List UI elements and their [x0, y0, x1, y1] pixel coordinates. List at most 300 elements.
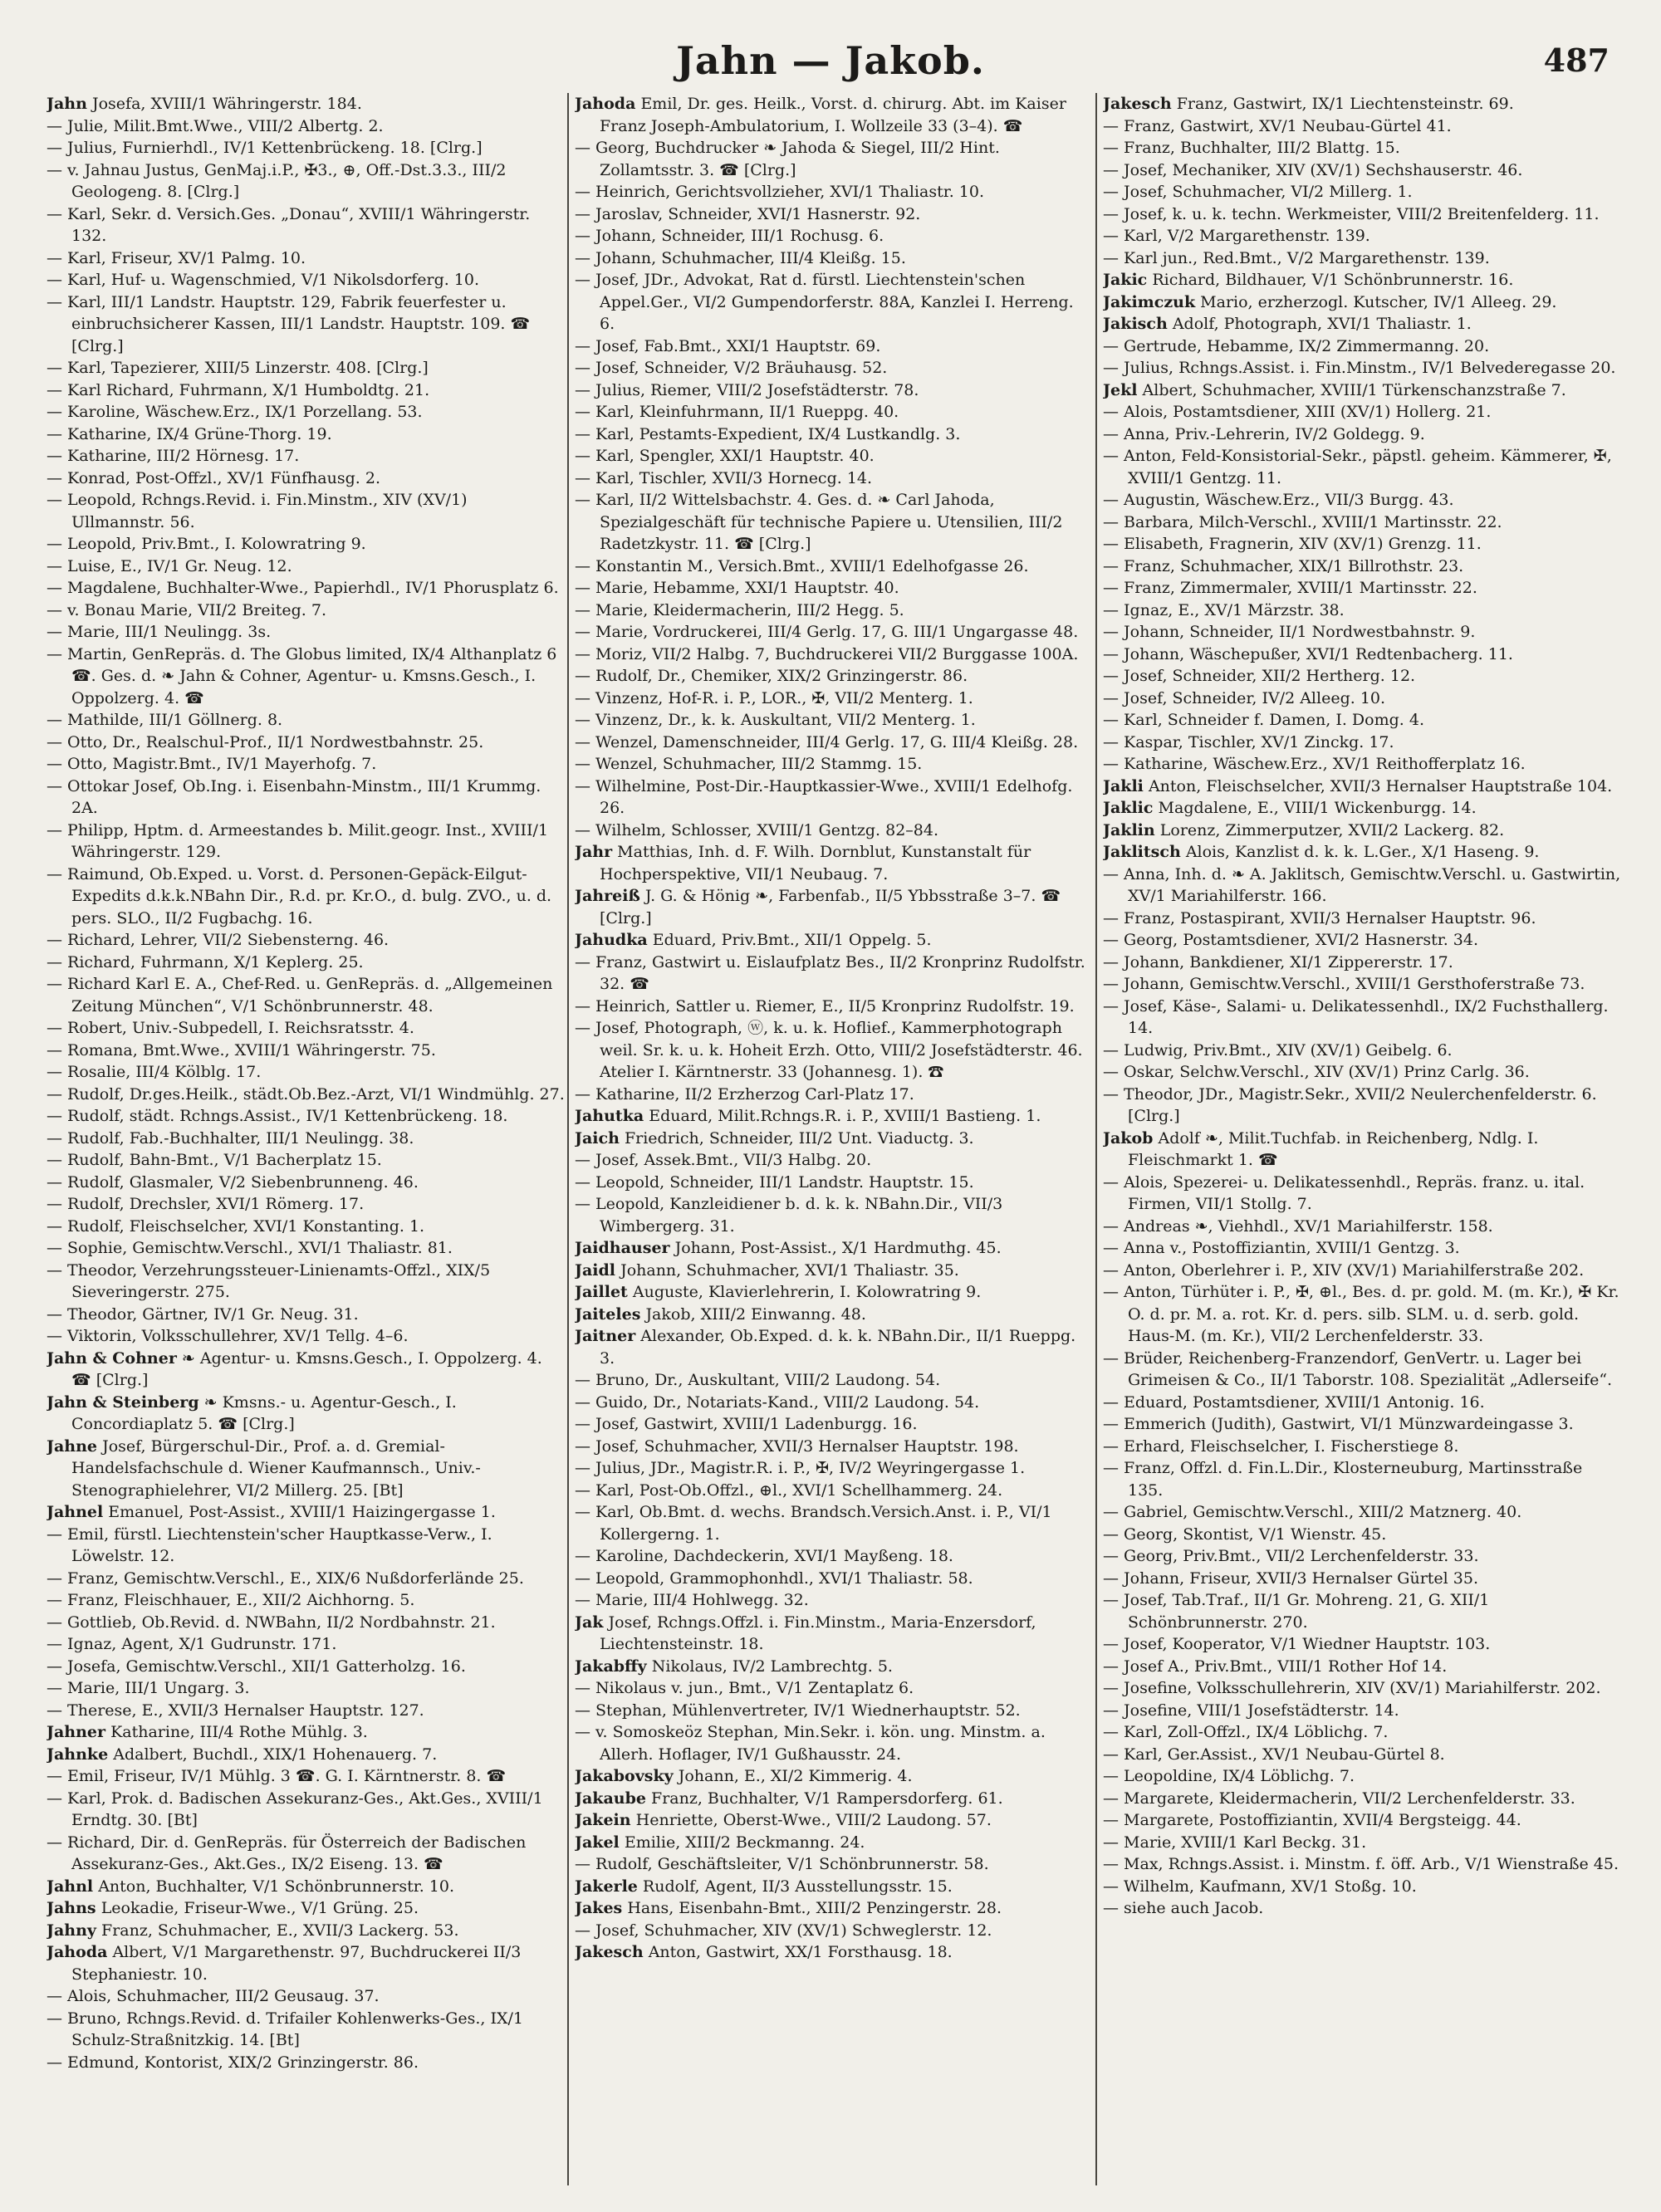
entry-text: — Georg, Priv.Bmt., VII/2 Lerchenfelderstr. 33.	[1103, 1547, 1479, 1565]
entry-text: Johann, Schuhmacher, XVI/1 Thaliastr. 35.	[620, 1260, 959, 1280]
entry-text: — Richard, Lehrer, VII/2 Siebensterng. 46.	[47, 931, 390, 949]
directory-entry	[47, 1788, 565, 1832]
entry-text: — Johann, Schneider, III/1 Rochusg. 6.	[575, 227, 884, 245]
entry-text: — Anna, Priv.-Lehrerin, IV/2 Goldegg. 9.	[1103, 424, 1425, 443]
entry-text: Emilie, XIII/2 Beckmanng. 24.	[624, 1833, 865, 1852]
entry-text: — Josef A., Priv.Bmt., VIII/1 Rother Hof 14.	[1103, 1657, 1448, 1676]
directory-entry	[1103, 1457, 1621, 1501]
entry-text: — Otto, Dr., Realschul-Prof., II/1 Nordwestbahnstr. 25.	[47, 732, 484, 751]
entry-text: Franz, Schuhmacher, E., XVII/3 Lackerg. 53.	[101, 1921, 459, 1940]
directory-entry	[47, 1017, 565, 1040]
entry-surname: Jahny	[47, 1921, 96, 1940]
entry-text: — Josef, Schneider, IV/2 Alleeg. 10.	[1103, 688, 1386, 707]
directory-entry	[1103, 181, 1621, 203]
directory-entry	[47, 1105, 565, 1128]
entry-surname: Jakesch	[1103, 95, 1172, 113]
entry-text: — Sophie, Gemischtw.Verschl., XVI/1 Thaliastr. 81.	[47, 1239, 453, 1257]
entry-text: Anton, Gastwirt, XX/1 Forsthausg. 18.	[648, 1943, 953, 1961]
directory-entry	[47, 1677, 565, 1700]
directory-entry	[575, 1853, 1093, 1876]
directory-entry	[1103, 489, 1621, 511]
directory-entry	[47, 1149, 565, 1172]
directory-entry	[575, 929, 1093, 952]
entry-text: — Josef, Schuhmacher, VI/2 Millerg. 1.	[1103, 183, 1413, 201]
directory-entry	[1103, 797, 1621, 820]
entry-text: — Katharine, IX/4 Grüne-Thorg. 19.	[47, 424, 332, 443]
entry-surname: Jahne	[47, 1436, 98, 1456]
directory-entry	[575, 467, 1093, 490]
entry-text: Magdalene, E., VIII/1 Wickenburgg. 14.	[1158, 799, 1477, 817]
directory-entry	[575, 952, 1093, 996]
entry-text: Albert, Schuhmacher, XVIII/1 Türkenschanzstraße 7.	[1142, 380, 1566, 399]
entry-surname: Jakisch	[1103, 315, 1168, 333]
directory-entry	[1103, 1216, 1621, 1238]
directory-entry	[1103, 776, 1621, 798]
directory-entry	[1103, 1061, 1621, 1084]
directory-entry	[575, 1193, 1093, 1237]
directory-entry	[1103, 996, 1621, 1040]
entry-text: — Johann, Gemischtw.Verschl., XVIII/1 Gersthoferstraße 73.	[1103, 975, 1585, 993]
directory-entry	[1103, 1084, 1621, 1128]
entry-text: Alois, Kanzlist d. k. k. L.Ger., X/1 Haseng. 9.	[1185, 843, 1540, 861]
directory-entry	[575, 489, 1093, 555]
directory-entry	[47, 952, 565, 974]
entry-text: — v. Jahnau Justus, GenMaj.i.P., ✠3., ⊕, Off.-Dst.3.3., III/2 Geologeng. 8. [Clrg.]	[47, 160, 507, 201]
entry-text: — Karl, Spengler, XXI/1 Hauptstr. 40.	[575, 447, 875, 465]
entry-text: Josef, Bürgerschul-Dir., Prof. a. d. Gremial-Handelsfachschule d. Wiener Kaufmannsch., Univ.-Stenographielehrer, VI/2 Millerg. 25. [Bt]	[71, 1436, 481, 1500]
entry-text: — Marie, XVIII/1 Karl Beckg. 31.	[1103, 1833, 1367, 1852]
entry-text: Mario, erzherzogl. Kutscher, IV/1 Alleeg. 29.	[1200, 292, 1557, 311]
entry-text: — Julius, Furnierhdl., IV/1 Kettenbrückeng. 18. [Clrg.]	[47, 139, 483, 157]
entry-text: — Luise, E., IV/1 Gr. Neug. 12.	[47, 556, 292, 575]
directory-entry	[1103, 93, 1621, 115]
entry-text: — Ottokar Josef, Ob.Ing. i. Eisenbahn-Minstm., III/1 Krummg. 2A.	[47, 776, 541, 817]
directory-entry	[1103, 1524, 1621, 1546]
entry-text: — Leopold, Priv.Bmt., I. Kolowratring 9.	[47, 535, 366, 553]
entry-surname: Jaklic	[1103, 799, 1154, 817]
directory-columns	[47, 93, 1624, 2185]
entry-text: — Franz, Schuhmacher, XIX/1 Billrothstr. 23.	[1103, 556, 1464, 575]
entry-text: — Rudolf, Dr.ges.Heilk., städt.Ob.Bez.-Arzt, VI/1 Windmühlg. 27.	[47, 1084, 565, 1104]
entry-text: — Rudolf, städt. Rchngs.Assist., IV/1 Kettenbrückeng. 18.	[47, 1107, 508, 1125]
entry-text: — Anton, Oberlehrer i. P., XIV (XV/1) Mariahilferstraße 202.	[1103, 1260, 1585, 1280]
directory-entry	[47, 1436, 565, 1502]
directory-entry	[47, 1612, 565, 1634]
directory-entry	[1103, 401, 1621, 423]
directory-entry	[47, 137, 565, 159]
entry-text: Adolf, Photograph, XVI/1 Thaliastr. 1.	[1172, 315, 1472, 333]
entry-text: — Marie, Hebamme, XXI/1 Hauptstr. 40.	[575, 579, 899, 597]
directory-entry	[1103, 1128, 1621, 1172]
directory-entry	[47, 1589, 565, 1612]
entry-text: Nikolaus, IV/2 Lambrechtg. 5.	[651, 1657, 893, 1676]
entry-text: Leokadie, Friseur-Wwe., V/1 Grüng. 25.	[100, 1899, 419, 1917]
entry-text: — Oskar, Selchw.Verschl., XIV (XV/1) Prinz Carlg. 36.	[1103, 1063, 1530, 1081]
directory-entry	[1103, 555, 1621, 578]
entry-text: — Theodor, JDr., Magistr.Sekr., XVII/2 Neulerchenfelderstr. 6. [Clrg.]	[1103, 1084, 1597, 1125]
directory-entry	[1103, 1436, 1621, 1458]
directory-entry	[47, 621, 565, 644]
entry-text: — Philipp, Hptm. d. Armeestandes b. Milit.geogr. Inst., XVIII/1 Währingerstr. 129.	[47, 820, 549, 861]
directory-entry	[575, 732, 1093, 754]
directory-entry	[575, 379, 1093, 402]
directory-entry	[1103, 1281, 1621, 1348]
directory-entry	[47, 1084, 565, 1106]
entry-text: Johann, Post-Assist., X/1 Hardmuthg. 45.	[674, 1239, 1002, 1257]
directory-entry	[575, 93, 1093, 137]
entry-text: — Josef, k. u. k. techn. Werkmeister, VIII/2 Breitenfelderg. 11.	[1103, 204, 1600, 223]
entry-text: — Karl, III/1 Landstr. Hauptstr. 129, Fabrik feuerfester u. einbruchsicherer Kassen, III/1 Landstr. Hauptstr. 109. ☎ [Clrg.]	[47, 292, 531, 355]
entry-surname: Jaitner	[575, 1327, 636, 1345]
directory-entry	[1103, 1589, 1621, 1633]
directory-entry	[1103, 665, 1621, 688]
directory-entry	[1103, 1832, 1621, 1854]
entry-text: Auguste, Klavierlehrerin, I. Kolowratring 9.	[632, 1283, 982, 1301]
entry-text: — Anton, Feld-Konsistorial-Sekr., päpstl. geheim. Kämmerer, ✠, XVIII/1 Gentzg. 11.	[1103, 447, 1612, 487]
directory-entry	[575, 1017, 1093, 1084]
directory-entry	[1103, 1876, 1621, 1898]
entry-text: — Josef, Schneider, V/2 Bräuhausg. 52.	[575, 359, 888, 377]
directory-entry	[1103, 137, 1621, 159]
entry-text: — Martin, GenRepräs. d. The Globus limited, IX/4 Althanplatz 6 ☎. Ges. d. ❧ Jahn & Cohner, Agentur- u. Kmsns.Gesch., I. Oppolzerg. 4. ☎	[47, 644, 557, 707]
entry-text: Rudolf, Agent, II/3 Ausstellungsstr. 15.	[642, 1877, 953, 1896]
entry-text: — Josef, Assek.Bmt., VII/3 Halbg. 20.	[575, 1151, 872, 1169]
directory-entry	[575, 203, 1093, 226]
directory-entry	[47, 1172, 565, 1194]
directory-entry	[575, 423, 1093, 446]
entry-surname: Jahutka	[575, 1107, 644, 1125]
entry-text: Lorenz, Zimmerputzer, XVII/2 Lackerg. 82.	[1159, 820, 1505, 839]
directory-entry	[575, 1084, 1093, 1106]
entry-text: — Johann, Wäschepußer, XVI/1 Redtenbacherg. 11.	[1103, 644, 1513, 663]
entry-text: — Johann, Schneider, II/1 Nordwestbahnstr. 9.	[1103, 623, 1476, 641]
entry-text: — Elisabeth, Fragnerin, XIV (XV/1) Grenzg. 11.	[1103, 535, 1482, 553]
entry-text: — Ignaz, Agent, X/1 Gudrunstr. 171.	[47, 1635, 337, 1653]
entry-text: Adalbert, Buchdl., XIX/1 Hohenauerg. 7.	[113, 1745, 438, 1764]
entry-text: — Vinzenz, Dr., k. k. Auskultant, VII/2 Menterg. 1.	[575, 711, 976, 729]
entry-text: — Marie, Kleidermacherin, III/2 Hegg. 5.	[575, 600, 904, 619]
directory-entry	[47, 533, 565, 555]
entry-surname: Jahn & Steinberg	[47, 1392, 199, 1412]
directory-entry	[47, 115, 565, 138]
directory-entry	[47, 1216, 565, 1238]
directory-entry	[47, 1501, 565, 1524]
directory-entry	[1103, 732, 1621, 754]
entry-text: — Theodor, Verzehrungssteuer-Linienamts-Offzl., XIX/5 Sieveringerstr. 275.	[47, 1260, 491, 1301]
directory-entry	[575, 776, 1093, 820]
entry-text: — Emil, Friseur, IV/1 Mühlg. 3 ☎. G. I. Kärntnerstr. 8. ☎	[47, 1767, 507, 1785]
entry-text: — Karl, Post-Ob.Offzl., ⊕l., XVI/1 Schellhammerg. 24.	[575, 1480, 1003, 1500]
directory-entry	[575, 1304, 1093, 1326]
entry-text: ❧ Agentur- u. Kmsns.Gesch., I. Oppolzerg. 4. ☎ [Clrg.]	[71, 1348, 542, 1389]
entry-text: — Josef, Mechaniker, XIV (XV/1) Sechshauserstr. 46.	[1103, 160, 1523, 179]
entry-surname: Jahr	[575, 843, 613, 861]
entry-text: — Franz, Gastwirt u. Eislaufplatz Bes., II/2 Kronprinz Rudolfstr. 32. ☎	[575, 952, 1085, 993]
directory-entry	[1103, 621, 1621, 644]
directory-entry	[1103, 599, 1621, 622]
entry-text: — Edmund, Kontorist, XIX/2 Grinzingerstr. 86.	[47, 2053, 419, 2072]
directory-entry	[1103, 688, 1621, 710]
entry-text: — Karl, Tischler, XVII/3 Hornecg. 14.	[575, 468, 873, 487]
entry-surname: Jakein	[575, 1811, 631, 1829]
directory-entry	[47, 776, 565, 820]
directory-entry	[1103, 511, 1621, 534]
directory-entry	[1103, 753, 1621, 776]
entry-text: Eduard, Priv.Bmt., XII/1 Oppelg. 5.	[652, 931, 932, 949]
entry-surname: Jaiteles	[575, 1304, 641, 1324]
directory-entry	[1103, 445, 1621, 489]
entry-text: — Alois, Spezerei- u. Delikatessenhdl., Repräs. franz. u. ital. Firmen, VII/1 Stollg. 7.	[1103, 1172, 1585, 1213]
directory-entry	[575, 709, 1093, 732]
entry-text: — Margarete, Kleidermacherin, VII/2 Lerchenfelderstr. 33.	[1103, 1789, 1575, 1808]
directory-entry	[575, 1941, 1093, 1964]
entry-text: — Gottlieb, Ob.Revid. d. NWBahn, II/2 Nordbahnstr. 21.	[47, 1613, 496, 1632]
entry-text: — Karl, Tapezierer, XIII/5 Linzerstr. 408. [Clrg.]	[47, 359, 429, 377]
entry-text: — Moriz, VII/2 Halbg. 7, Buchdruckerei VII/2 Burggasse 100A.	[575, 644, 1079, 663]
directory-entry	[575, 1589, 1093, 1612]
entry-text: — Ludwig, Priv.Bmt., XIV (XV/1) Geibelg. 6.	[1103, 1040, 1453, 1060]
directory-entry	[575, 1436, 1093, 1458]
entry-text: — Konrad, Post-Offzl., XV/1 Fünfhausg. 2.	[47, 468, 380, 487]
directory-entry	[575, 1369, 1093, 1392]
entry-text: — Franz, Buchhalter, III/2 Blattg. 15.	[1103, 139, 1400, 157]
entry-text: — Karl, II/2 Wittelsbachstr. 4. Ges. d. ❧ Carl Jahoda, Spezialgeschäft für technische Papiere u. Utensilien, III/2 Radetzkystr. 11. ☎ [Clrg.]	[575, 491, 1063, 553]
entry-text: — Julie, Milit.Bmt.Wwe., VIII/2 Albertg. 2.	[47, 116, 384, 135]
entry-text: — Guido, Dr., Notariats-Kand., VIII/2 Laudong. 54.	[575, 1392, 980, 1412]
entry-text: — Andreas ❧, Viehhdl., XV/1 Mariahilferstr. 158.	[1103, 1216, 1493, 1236]
entry-text: — Julius, JDr., Magistr.R. i. P., ✠, IV/2 Weyringergasse 1.	[575, 1459, 1026, 1477]
entry-text: — Marie, Vordruckerei, III/4 Gerlg. 17, G. III/1 Ungargasse 48.	[575, 623, 1079, 641]
entry-text: — Therese, E., XVII/3 Hernalser Hauptstr. 127.	[47, 1701, 424, 1720]
entry-surname: Jahoda	[47, 1943, 108, 1961]
directory-entry	[1103, 1765, 1621, 1788]
entry-text: Albert, V/1 Margarethenstr. 97, Buchdruckerei II/3 Stephaniestr. 10.	[71, 1943, 522, 1984]
directory-entry	[1103, 577, 1621, 599]
directory-entry	[47, 247, 565, 270]
directory-entry	[575, 1612, 1093, 1656]
directory-entry	[47, 644, 565, 710]
directory-entry	[47, 291, 565, 358]
directory-entry	[1103, 1413, 1621, 1436]
entry-surname: Jakes	[575, 1899, 623, 1917]
directory-entry	[575, 644, 1093, 666]
directory-entry	[575, 1128, 1093, 1150]
directory-entry	[575, 1260, 1093, 1282]
entry-text: — Josef, Tab.Traf., II/1 Gr. Mohreng. 21, G. XII/1 Schönbrunnerstr. 270.	[1103, 1591, 1490, 1632]
column-3	[1103, 93, 1621, 2185]
entry-text: — Karl, Ob.Bmt. d. wechs. Brandsch.Versich.Anst. i. P., VI/1 Kollergerng. 1.	[575, 1503, 1052, 1544]
entry-text: — siehe auch Jacob.	[1103, 1899, 1264, 1917]
entry-text: — Anton, Türhüter i. P., ✠, ⊕l., Bes. d. pr. gold. M. (m. Kr.), ✠ Kr. O. d. pr. M. a. rot. Kr. d. pers. silb. SLM. u. d. serb. gold. Haus-M. (m. Kr.), VII/2 Lerchenfelderstr. 33.	[1103, 1283, 1619, 1345]
entry-text: — Marie, III/1 Neulingg. 3s.	[47, 623, 272, 641]
entry-surname: Jakic	[1103, 271, 1148, 289]
entry-text: Emil, Dr. ges. Heilk., Vorst. d. chirurg. Abt. im Kaiser Franz Joseph-Ambulatorium, I. Wollzeile 33 (3–4). ☎	[600, 95, 1066, 135]
entry-text: — Margarete, Postoffiziantin, XVII/4 Bergsteigg. 44.	[1103, 1811, 1521, 1829]
directory-entry	[47, 1237, 565, 1260]
directory-entry	[47, 1876, 565, 1898]
directory-entry	[47, 445, 565, 467]
entry-text: — Karl, Sekr. d. Versich.Ges. „Donau“, XVIII/1 Währingerstr. 132.	[47, 204, 531, 245]
entry-surname: Jahoda	[575, 95, 636, 113]
entry-surname: Jahnl	[47, 1877, 94, 1896]
entry-text: — Barbara, Milch-Verschl., XVIII/1 Martinsstr. 22.	[1103, 512, 1502, 531]
directory-entry	[47, 1633, 565, 1656]
directory-entry	[575, 357, 1093, 379]
entry-text: — Josef, Kooperator, V/1 Wiedner Hauptstr. 103.	[1103, 1635, 1491, 1653]
entry-text: — Alois, Postamtsdiener, XIII (XV/1) Hollerg. 21.	[1103, 403, 1492, 421]
directory-entry	[1103, 1788, 1621, 1810]
directory-entry	[47, 973, 565, 1017]
column-divider	[567, 93, 569, 2185]
entry-text: — Leopoldine, IX/4 Löblichg. 7.	[1103, 1767, 1355, 1785]
directory-entry	[575, 820, 1093, 842]
directory-entry	[1103, 973, 1621, 996]
directory-entry	[1103, 1237, 1621, 1260]
directory-entry	[47, 1832, 565, 1876]
directory-entry	[575, 1105, 1093, 1128]
directory-entry	[1103, 841, 1621, 864]
directory-entry	[575, 1545, 1093, 1568]
directory-entry	[575, 1457, 1093, 1480]
column-divider	[1095, 93, 1097, 2185]
entry-text: — Bruno, Dr., Auskultant, VIII/2 Laudong. 54.	[575, 1371, 941, 1389]
directory-entry	[1103, 1853, 1621, 1876]
entry-text: Jakob, XIII/2 Einwanng. 48.	[645, 1304, 866, 1324]
directory-entry	[1103, 1392, 1621, 1414]
entry-text: — Karl, Friseur, XV/1 Palmg. 10.	[47, 248, 306, 267]
entry-text: Anton, Buchhalter, V/1 Schönbrunnerstr. 10.	[98, 1877, 455, 1896]
entry-text: — Augustin, Wäschew.Erz., VII/3 Burgg. 43.	[1103, 491, 1454, 509]
column-2	[575, 93, 1093, 2185]
entry-text: — Josef, JDr., Advokat, Rat d. fürstl. Liechtenstein'schen Appel.Ger., VI/2 Gumpendorferstr. 88A, Kanzlei I. Herreng. 6.	[575, 271, 1074, 333]
directory-entry	[575, 1325, 1093, 1369]
entry-surname: Jaklin	[1103, 820, 1155, 839]
directory-entry	[575, 269, 1093, 335]
directory-entry	[575, 1832, 1093, 1854]
entry-text: — Ignaz, E., XV/1 Märzstr. 38.	[1103, 600, 1345, 619]
directory-entry	[1103, 929, 1621, 952]
directory-entry	[47, 577, 565, 599]
directory-entry	[1103, 203, 1621, 226]
entry-text: — Otto, Magistr.Bmt., IV/1 Mayerhofg. 7.	[47, 755, 377, 773]
entry-text: — Johann, Schuhmacher, III/4 Kleißg. 15.	[575, 248, 906, 267]
entry-text: — v. Bonau Marie, VII/2 Breiteg. 7.	[47, 600, 326, 619]
entry-text: — Eduard, Postamtsdiener, XVIII/1 Antonig. 16.	[1103, 1392, 1485, 1412]
directory-entry	[575, 137, 1093, 181]
entry-text: — Nikolaus v. jun., Bmt., V/1 Zentaplatz 6.	[575, 1679, 914, 1697]
entry-text: — Josefine, Volksschullehrerin, XIV (XV/1) Mariahilferstr. 202.	[1103, 1679, 1601, 1697]
directory-entry	[47, 864, 565, 930]
directory-entry	[1103, 864, 1621, 908]
entry-text: — Josef, Gastwirt, XVIII/1 Ladenburgg. 16.	[575, 1415, 918, 1433]
entry-text: Hans, Eisenbahn-Bmt., XIII/2 Penzingerstr. 28.	[627, 1899, 1002, 1917]
directory-entry	[47, 820, 565, 864]
entry-text: — Leopold, Schneider, III/1 Landstr. Hauptstr. 15.	[575, 1172, 974, 1192]
entry-text: — Emmerich (Judith), Gastwirt, VI/1 Münzwardeingasse 3.	[1103, 1415, 1574, 1433]
entry-text: Josefa, XVIII/1 Währingerstr. 184.	[91, 95, 362, 113]
entry-text: — Karl, Zoll-Offzl., IX/4 Löblichg. 7.	[1103, 1723, 1389, 1741]
entry-text: — Julius, Rchngs.Assist. i. Fin.Minstm., IV/1 Belvederegasse 20.	[1103, 359, 1616, 377]
entry-text: — Katharine, Wäschew.Erz., XV/1 Reithofferplatz 16.	[1103, 755, 1526, 773]
directory-entry	[1103, 1501, 1621, 1524]
directory-entry	[1103, 357, 1621, 379]
directory-entry	[47, 93, 565, 115]
directory-entry	[1103, 1721, 1621, 1744]
directory-entry	[47, 1128, 565, 1150]
directory-entry	[47, 1568, 565, 1590]
directory-entry	[1103, 908, 1621, 930]
entry-surname: Jakaube	[575, 1789, 646, 1808]
entry-text: — Romana, Bmt.Wwe., XVIII/1 Währingerstr. 75.	[47, 1040, 436, 1060]
running-head: Jahn — Jakob.	[676, 38, 985, 83]
directory-entry	[575, 841, 1093, 885]
entry-surname: Jaklitsch	[1103, 843, 1181, 861]
entry-surname: Jahnke	[47, 1745, 109, 1764]
directory-entry	[47, 203, 565, 247]
entry-text: — Rudolf, Bahn-Bmt., V/1 Bacherplatz 15.	[47, 1151, 382, 1169]
directory-entry	[575, 621, 1093, 644]
entry-text: — Konstantin M., Versich.Bmt., XVIII/1 Edelhofgasse 26.	[575, 556, 1029, 575]
directory-entry	[47, 1524, 565, 1568]
directory-entry	[1103, 269, 1621, 291]
directory-entry	[1103, 952, 1621, 974]
entry-text: — Richard, Fuhrmann, X/1 Keplerg. 25.	[47, 952, 364, 971]
entry-text: — Rudolf, Geschäftsleiter, V/1 Schönbrunnerstr. 58.	[575, 1855, 989, 1873]
entry-text: J. G. & Hönig ❧, Farbenfab., II/5 Ybbsstraße 3–7. ☎ [Clrg.]	[600, 887, 1061, 927]
entry-text: — Karoline, Wäschew.Erz., IX/1 Porzellang. 53.	[47, 403, 423, 421]
directory-entry	[47, 929, 565, 952]
entry-text: Friedrich, Schneider, III/2 Unt. Viaductg. 3.	[624, 1128, 974, 1148]
entry-surname: Jakel	[575, 1833, 620, 1852]
directory-entry	[575, 996, 1093, 1018]
directory-entry	[47, 599, 565, 622]
column-1	[47, 93, 565, 2185]
directory-entry	[575, 753, 1093, 776]
directory-entry	[47, 1348, 565, 1392]
entry-text: — Marie, III/1 Ungarg. 3.	[47, 1679, 250, 1697]
entry-text: — Wenzel, Damenschneider, III/4 Gerlg. 17, G. III/4 Kleißg. 28.	[575, 732, 1079, 751]
entry-text: — Anna, Inh. d. ❧ A. Jaklitsch, Gemischtw.Verschl. u. Gastwirtin, XV/1 Mariahilferstr. 166.	[1103, 864, 1621, 905]
entry-surname: Jekl	[1103, 380, 1138, 399]
directory-entry	[575, 1677, 1093, 1700]
directory-entry	[1103, 1348, 1621, 1392]
directory-entry	[575, 1700, 1093, 1722]
entry-text: Henriette, Oberst-Wwe., VIII/2 Laudong. 57.	[635, 1811, 992, 1829]
entry-text: — Theodor, Gärtner, IV/1 Gr. Neug. 31.	[47, 1304, 359, 1324]
entry-text: — Jaroslav, Schneider, XVI/1 Hasnerstr. 92.	[575, 204, 921, 223]
entry-text: — Wilhelm, Schlosser, XVIII/1 Gentzg. 82–84.	[575, 820, 939, 839]
entry-surname: Jakabffy	[575, 1657, 647, 1676]
directory-entry	[47, 2052, 565, 2074]
entry-text: — Georg, Skontist, V/1 Wienstr. 45.	[1103, 1524, 1387, 1544]
directory-entry	[47, 1325, 565, 1348]
directory-entry	[47, 1656, 565, 1678]
entry-text: — Karl Richard, Fuhrmann, X/1 Humboldtg. 21.	[47, 380, 430, 399]
entry-text: Emanuel, Post-Assist., XVIII/1 Haizingergasse 1.	[108, 1503, 496, 1521]
entry-text: — Erhard, Fleischselcher, I. Fischerstiege 8.	[1103, 1436, 1459, 1456]
directory-entry	[575, 665, 1093, 688]
directory-entry	[47, 1260, 565, 1304]
directory-entry	[1103, 644, 1621, 666]
entry-text: Franz, Gastwirt, IX/1 Liechtensteinstr. 69.	[1176, 95, 1514, 113]
entry-text: — Rudolf, Fab.-Buchhalter, III/1 Neulingg. 38.	[47, 1128, 414, 1148]
directory-entry	[575, 577, 1093, 599]
entry-text: Franz, Buchhalter, V/1 Rampersdorferg. 61.	[651, 1789, 1003, 1808]
entry-text: — Johann, Friseur, XVII/3 Hernalser Gürtel 35.	[1103, 1568, 1479, 1588]
directory-entry	[47, 1392, 565, 1436]
directory-entry	[575, 181, 1093, 203]
directory-entry	[47, 1765, 565, 1788]
